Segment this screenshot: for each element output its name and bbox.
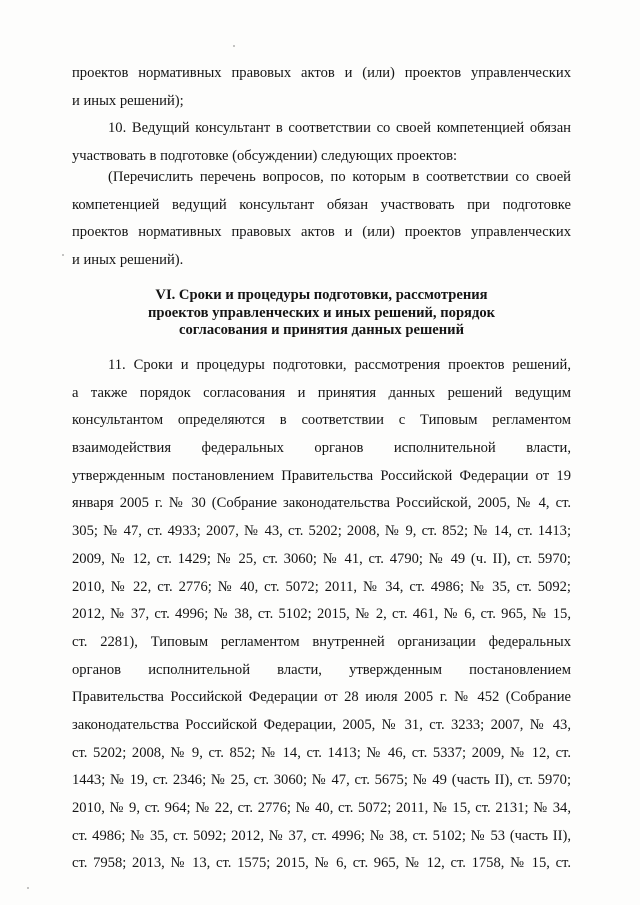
text-line: участвовать в подготовке (обсуждении) следующих проектов: — [72, 147, 458, 164]
text-line: проектов нормативных правовых актов и (или) проектов управленческих — [72, 65, 571, 81]
text-line: 305; № 47, ст. 4933; 2007, № 43, ст. 5202; 2008, № 9, ст. 852; № 14, ст. 1413; — [72, 523, 571, 540]
text-line: взаимодействия федеральных органов исполнительной власти, — [72, 440, 571, 457]
text-line: января 2005 г. № 30 (Собрание законодательства Российской, 2005, № 4, ст. — [72, 495, 571, 512]
paragraph-11 — [72, 352, 571, 878]
text-line: органов исполнительной власти, утвержденным постановлением — [72, 661, 571, 678]
text-line: 2010, № 9, ст. 964; № 22, ст. 2776; № 40, ст. 5072; 2011, № 15, ст. 2131; № 34, — [72, 800, 571, 816]
heading-line: проектов управленческих и иных решений, порядок — [147, 304, 496, 321]
text-line: (Перечислить перечень вопросов, по которым в соответствии со своей — [108, 169, 571, 185]
scan-speck — [233, 45, 235, 47]
text-line: проектов нормативных правовых актов и (или) проектов управленческих — [72, 224, 571, 241]
section-heading — [72, 287, 571, 340]
text-line: ст. 4986; № 35, ст. 5092; 2012, № 37, ст. 4996; № 38, ст. 5102; № 53 (часть II), — [72, 827, 571, 844]
text-line: ст. 7958; 2013, № 13, ст. 1575; 2015, № 6, ст. 965, № 12, ст. 1758, № 15, ст. — [72, 855, 571, 872]
text-line: 2010, № 22, ст. 2776; № 40, ст. 5072; 2011, № 34, ст. 4986; № 35, ст. 5092; — [72, 578, 571, 595]
text-line: ст. 5202; 2008, № 9, ст. 852; № 14, ст. 1413; № 46, ст. 5337; 2009, № 12, ст. — [72, 744, 571, 761]
scan-speck — [27, 887, 29, 889]
paragraph-note — [72, 164, 571, 275]
text-line: 2012, № 37, ст. 4996; № 38, ст. 5102; 2015, № 2, ст. 461, № 6, ст. 965, № 15, — [72, 606, 571, 623]
text-line: 1443; № 19, ст. 2346; № 25, ст. 3060; № 47, ст. 5675; № 49 (часть II), ст. 5970; — [72, 772, 571, 789]
text-line: ст. 2281), Типовым регламентом внутренней организации федеральных — [72, 633, 571, 650]
text-line: а также порядок согласования и принятия данных решений ведущим — [72, 384, 571, 401]
text-line: Правительства Российской Федерации от 28 июля 2005 г. № 452 (Собрание — [72, 689, 571, 706]
text-line: законодательства Российской Федерации, 2005, № 31, ст. 3233; 2007, № 43, — [72, 716, 571, 733]
text-line: утвержденным постановлением Правительства Российской Федерации от 19 — [72, 467, 571, 484]
text-line: 2009, № 12, ст. 1429; № 25, ст. 3060; № 41, ст. 4790; № 49 (ч. II), ст. 5970; — [72, 550, 571, 567]
text-line: консультантом определяются в соответствии с Типовым регламентом — [72, 412, 571, 429]
text-line: и иных решений); — [72, 92, 184, 109]
heading-line: VI. Сроки и процедуры подготовки, рассмотрения — [155, 287, 488, 303]
text-line: 11. Сроки и процедуры подготовки, рассмотрения проектов решений, — [108, 357, 571, 373]
paragraph-10 — [72, 115, 571, 170]
paragraph-continuation — [72, 60, 571, 115]
text-line: компетенцией ведущий консультант обязан участвовать при подготовке — [72, 196, 571, 213]
text-line: и иных решений). — [72, 252, 184, 269]
scan-speck — [62, 254, 64, 256]
text-line: 10. Ведущий консультант в соответствии со своей компетенцией обязан — [108, 120, 571, 136]
heading-line: согласования и принятия данных решений — [179, 322, 464, 338]
